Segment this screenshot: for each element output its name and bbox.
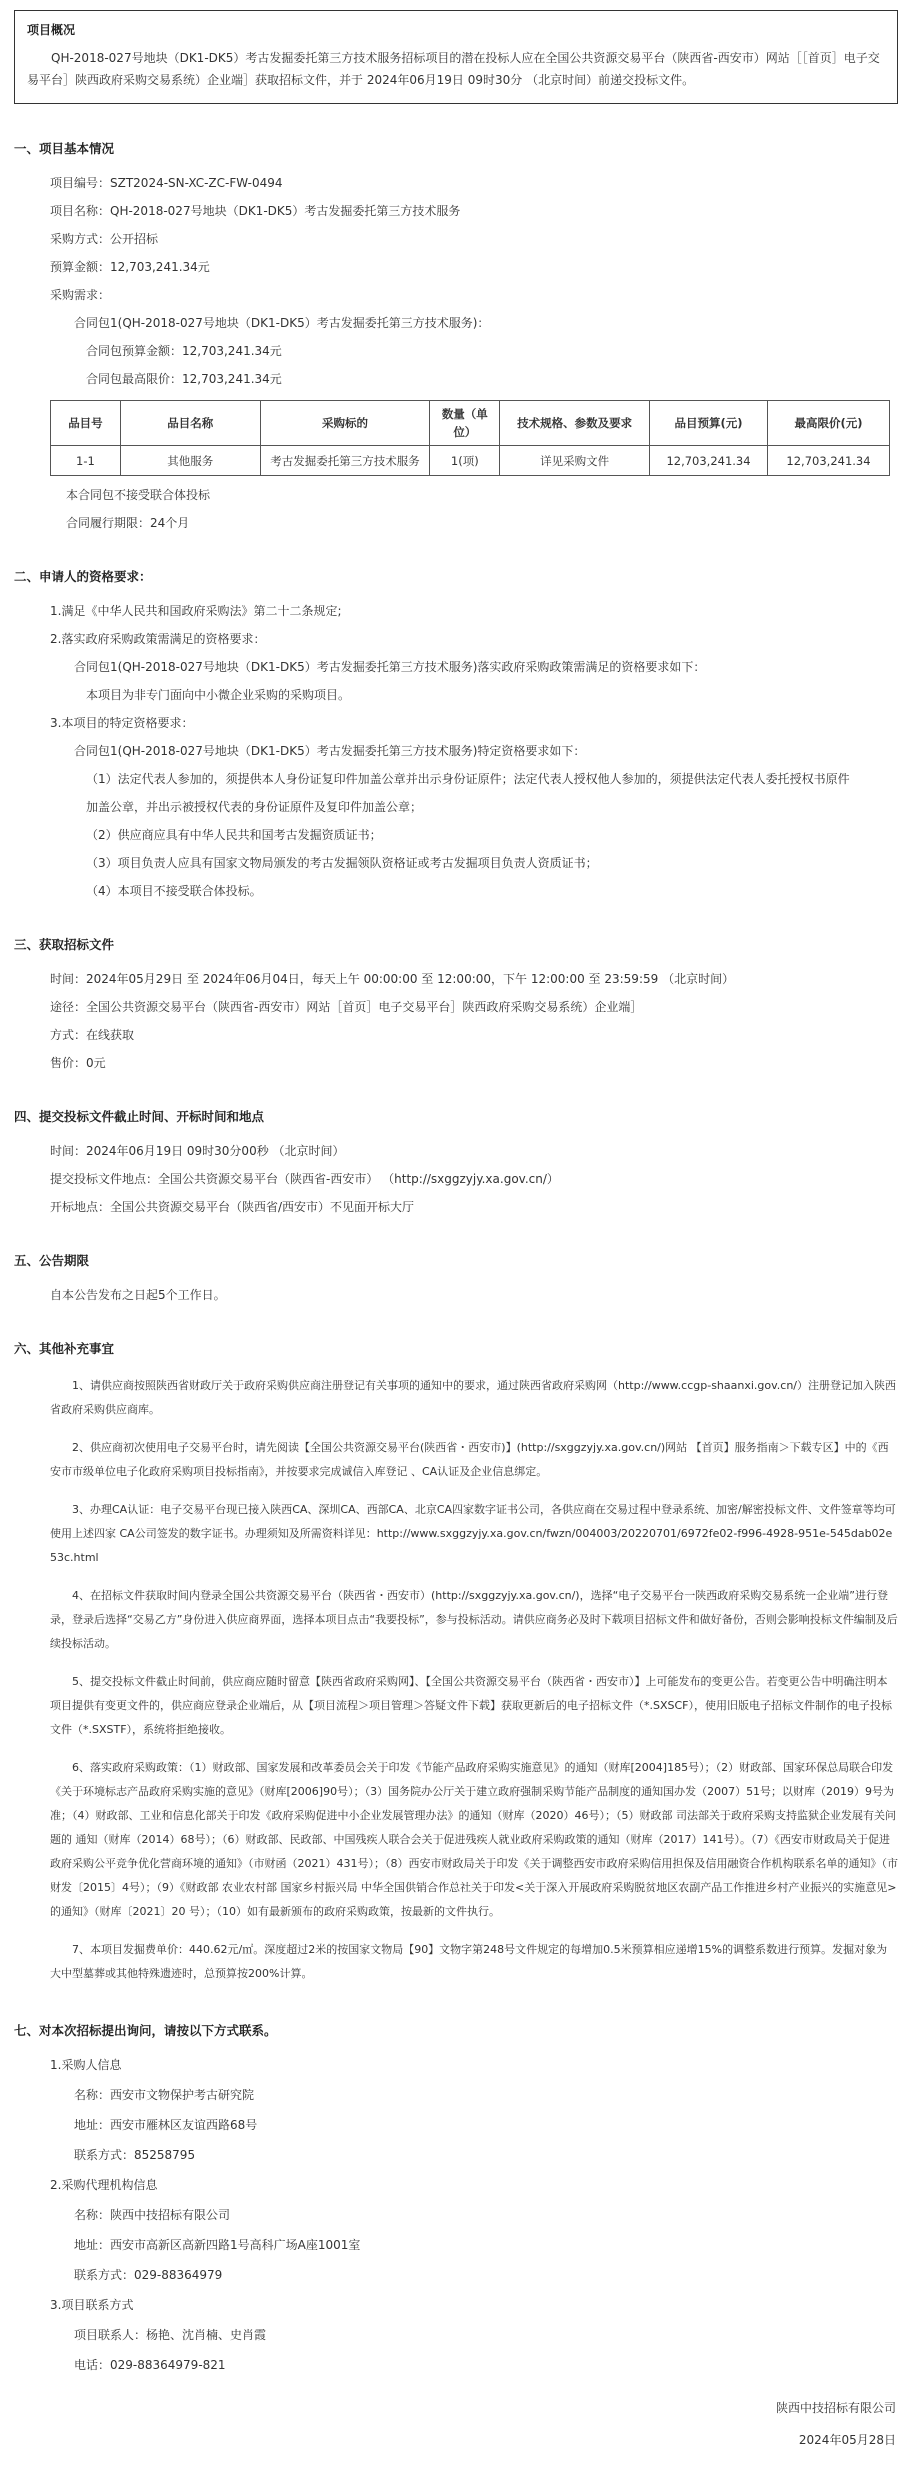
qualification-detail: （1）法定代表人参加的，须提供本人身份证复印件加盖公章并出示身份证原件；法定代表人授权他人参加的，须提供法定代表人委托授权书原件 — [86, 772, 850, 786]
section-qualifications — [14, 568, 898, 900]
project-name: 项目名称：QH-2018-027号地块（DK1-DK5）考古发掘委托第三方技术服务 — [50, 204, 461, 218]
contract-package: 合同包1(QH-2018-027号地块（DK1-DK5）考古发掘委托第三方技术服务)： — [74, 316, 490, 330]
supplementary-item: 5、提交投标文件截止时间前，供应商应随时留意【陕西省政府采购网】、【全国公共资源交易平台（陕西省・西安市）】上可能发布的变更公告。若变更公告中明确注明本项目提供有变更文件的，供应商应登录企业端后，从【项目流程＞项目管理＞答疑文件下载】获取更新后的电子招标文件（*.SXSCF），使用旧版电子招标文件制作的电子投标文件（*.SXSTF），系统将拒绝接收。 — [50, 1675, 892, 1736]
section-basic-info — [14, 140, 898, 532]
section-title: 五、公告期限 — [14, 1253, 90, 1268]
footer — [14, 2392, 898, 2456]
purchaser-phone: 联系方式：85258795 — [74, 2148, 196, 2162]
column-header: 品目名称 — [120, 401, 260, 446]
purchaser-address: 地址：西安市雁林区友谊西路68号 — [74, 2118, 258, 2132]
project-contact-phone: 电话：029-88364979-821 — [74, 2358, 226, 2372]
qualification-detail: （2）供应商应具有中华人民共和国考古发掘资质证书； — [86, 828, 382, 842]
deadline-time: 时间：2024年06月19日 09时30分00秒 （北京时间） — [50, 1144, 345, 1158]
footer-date: 2024年05月28日 — [798, 2433, 896, 2447]
purchaser-info-heading: 1.采购人信息 — [50, 2058, 122, 2072]
obtain-time: 时间：2024年05月29日 至 2024年06月04日，每天上午 00:00:00 至 12:00:00，下午 12:00:00 至 23:59:59 （北京时间） — [50, 972, 735, 986]
contract-period: 合同履行期限：24个月 — [66, 516, 190, 530]
agency-phone: 联系方式：029-88364979 — [74, 2268, 223, 2282]
overview-text: QH-2018-027号地块（DK1-DK5）考古发掘委托第三方技术服务招标项目的潜在投标人应在全国公共资源交易平台（陕西省-西安市）网站［［首页］电子交易平台］陕西政府采购交易系统）企业端］获取招标文件，并于 2024年06月19日 09时30分 （北京时间）前递交投标文件。 — [27, 51, 880, 87]
qualification-detail: 合同包1(QH-2018-027号地块（DK1-DK5）考古发掘委托第三方技术服务)特定资格要求如下： — [74, 744, 586, 758]
section-title: 四、提交投标文件截止时间、开标时间和地点 — [14, 1109, 265, 1124]
column-header: 技术规格、参数及要求 — [500, 401, 650, 446]
no-consortium-note: 本合同包不接受联合体投标 — [66, 488, 211, 502]
project-number: 项目编号：SZT2024-SN-XC-ZC-FW-0494 — [50, 176, 283, 190]
agency-name: 名称：陕西中技招标有限公司 — [74, 2208, 231, 2222]
procurement-needs: 采购需求： — [50, 288, 111, 302]
overview-title: 项目概况 — [27, 23, 76, 37]
agency-info-heading: 2.采购代理机构信息 — [50, 2178, 158, 2192]
section-notice-period — [14, 1252, 898, 1304]
items-table — [50, 400, 890, 476]
section-obtain-docs — [14, 936, 898, 1072]
section-title: 一、项目基本情况 — [14, 141, 115, 156]
table-header-row — [51, 401, 890, 446]
column-header: 品目预算(元) — [650, 401, 768, 446]
table-cell: 12,703,241.34 — [767, 446, 889, 476]
procurement-method: 采购方式：公开招标 — [50, 232, 159, 246]
section-title: 三、获取招标文件 — [14, 937, 115, 952]
footer-company: 陕西中技招标有限公司 — [775, 2401, 896, 2415]
opening-location: 开标地点：全国公共资源交易平台（陕西省/西安市）不见面开标大厅 — [50, 1200, 415, 1214]
supplementary-item: 7、本项目发掘费单价：440.62元/㎡。深度超过2米的按国家文物局【90】文物字第248号文件规定的每增加0.5米预算相应递增15%的调整系数进行预算。发掘对象为大中型墓葬或其他特殊遗迹时，总预算按200%计算。 — [50, 1943, 888, 1980]
column-header: 品目号 — [51, 401, 121, 446]
notice-period-text: 自本公告发布之日起5个工作日。 — [50, 1288, 226, 1302]
section-supplementary — [14, 1340, 898, 1986]
table-row — [51, 446, 890, 476]
section-title: 六、其他补充事宜 — [14, 1341, 115, 1356]
package-max-price: 合同包最高限价：12,703,241.34元 — [86, 372, 282, 386]
obtain-price: 售价：0元 — [50, 1056, 106, 1070]
table-cell: 1-1 — [51, 446, 121, 476]
obtain-way: 途径：全国公共资源交易平台（陕西省-西安市）网站［首页］电子交易平台］陕西政府采购交易系统）企业端］ — [50, 1000, 643, 1014]
supplementary-item: 3、办理CA认证：电子交易平台现已接入陕西CA、深圳CA、西部CA、北京CA四家数字证书公司，各供应商在交易过程中登录系统、加密/解密投标文件、文件签章等均可使用上述四家 CA公司签发的数字证书。办理须知及所需资料详见：http://www.sxggzyjy.xa.gov.cn/fwzn/004003/20220701/6972fe02-f996-4928-951e-545dab02e53c.html — [50, 1503, 896, 1564]
supplementary-item: 2、供应商初次使用电子交易平台时，请先阅读【全国公共资源交易平台(陕西省・西安市)】(http://sxggzyjy.xa.gov.cn/)网站 【首页】服务指南＞下载专区】中的《西安市市级单位电子化政府采购项目投标指南》，并按要求完成诚信入库登记 、CA认证及企业信息绑定。 — [50, 1441, 889, 1478]
package-budget: 合同包预算金额：12,703,241.34元 — [86, 344, 282, 358]
qualification-detail: 合同包1(QH-2018-027号地块（DK1-DK5）考古发掘委托第三方技术服务)落实政府采购政策需满足的资格要求如下： — [74, 660, 706, 674]
agency-address: 地址：西安市高新区高新四路1号高科广场A座1001室 — [74, 2238, 361, 2252]
project-contact-people: 项目联系人：杨艳、沈肖楠、史肖霞 — [74, 2328, 267, 2342]
obtain-mode: 方式：在线获取 — [50, 1028, 135, 1042]
column-header: 最高限价(元) — [767, 401, 889, 446]
supplementary-item: 6、落实政府采购政策：（1）财政部、国家发展和改革委员会关于印发《节能产品政府采购实施意见》的通知（财库[2004]185号）；（2）财政部、国家环保总局联合印发《关于环境标志产品政府采购实施的意见》（财库[2006]90号）；（3）国务院办公厅关于建立政府强制采购节能产品制度的通知国办发（2007）51号；以财库（2019）9号为准；（4）财政部、工业和信息化部关于印发《政府采购促进中小企业发展管理办法》的通知（财库（2020）46号）；（5）财政部 司法部关于政府采购支持监狱企业发展有关问题的 通知（财库（2014）68号）；（6）财政部、民政部、中国残疾人联合会关于促进残疾人就业政府采购政策的通知（财库（2017）141号）。（7）《西安市财政局关于促进政府采购公平竞争优化营商环境的通知》（市财函（2021）431号）；（8）西安市财政局关于印发《关于调整西安市政府采购信用担保及信用融资合作机构联系名单的通知》（市财发〔2015〕4号）；（9）《财政部 农业农村部 国家乡村振兴局 中华全国供销合作总社关于印发<关于深入开展政府采购脱贫地区农副产品工作推进乡村产业振兴的实施意见>的通知》（财库〔2021〕20 号）；（10）如有最新颁布的政府采购政策，按最新的文件执行。 — [50, 1761, 898, 1918]
project-contact-heading: 3.项目联系方式 — [50, 2298, 134, 2312]
section-contact — [14, 2022, 898, 2374]
section-title: 七、对本次招标提出询问，请按以下方式联系。 — [14, 2023, 277, 2038]
qualification-detail: 加盖公章，并出示被授权代表的身份证原件及复印件加盖公章； — [86, 800, 423, 814]
column-header: 采购标的 — [260, 401, 430, 446]
table-cell: 1(项) — [430, 446, 500, 476]
budget-amount: 预算金额：12,703,241.34元 — [50, 260, 210, 274]
qualification-detail: （4）本项目不接受联合体投标。 — [86, 884, 262, 898]
overview-box — [14, 10, 898, 104]
table-cell: 考古发掘委托第三方技术服务 — [260, 446, 430, 476]
table-cell: 12,703,241.34 — [650, 446, 768, 476]
qualification-detail: 本项目为非专门面向中小微企业采购的采购项目。 — [86, 688, 351, 702]
qualification-detail: （3）项目负责人应具有国家文物局颁发的考古发掘领队资格证或考古发掘项目负责人资质证书； — [86, 856, 598, 870]
column-header: 数量（单位） — [430, 401, 500, 446]
section-deadline — [14, 1108, 898, 1216]
table-cell: 详见采购文件 — [500, 446, 650, 476]
qualification-item: 1.满足《中华人民共和国政府采购法》第二十二条规定; — [50, 604, 342, 618]
supplementary-item: 4、在招标文件获取时间内登录全国公共资源交易平台（陕西省・西安市）(http://sxggzyjy.xa.gov.cn/)，选择“电子交易平台一陕西政府采购交易系统一企业端”进行登录，登录后选择“交易乙方”身份进入供应商界面，选择本项目点击“我要投标”，参与投标活动。请供应商务必及时下载项目招标文件和做好备份，否则会影响投标文件编制及后续投标活动。 — [50, 1589, 898, 1650]
section-title: 二、申请人的资格要求： — [14, 569, 152, 584]
qualification-item: 2.落实政府采购政策需满足的资格要求： — [50, 632, 266, 646]
qualification-item: 3.本项目的特定资格要求： — [50, 716, 194, 730]
supplementary-item: 1、请供应商按照陕西省财政厅关于政府采购供应商注册登记有关事项的通知中的要求，通过陕西省政府采购网（http://www.ccgp-shaanxi.gov.cn/）注册登记加入陕西省政府采购供应商库。 — [50, 1379, 897, 1416]
table-cell: 其他服务 — [120, 446, 260, 476]
submit-location: 提交投标文件地点：全国公共资源交易平台（陕西省-西安市） （http://sxggzyjy.xa.gov.cn/） — [50, 1172, 559, 1186]
purchaser-name: 名称：西安市文物保护考古研究院 — [74, 2088, 255, 2102]
